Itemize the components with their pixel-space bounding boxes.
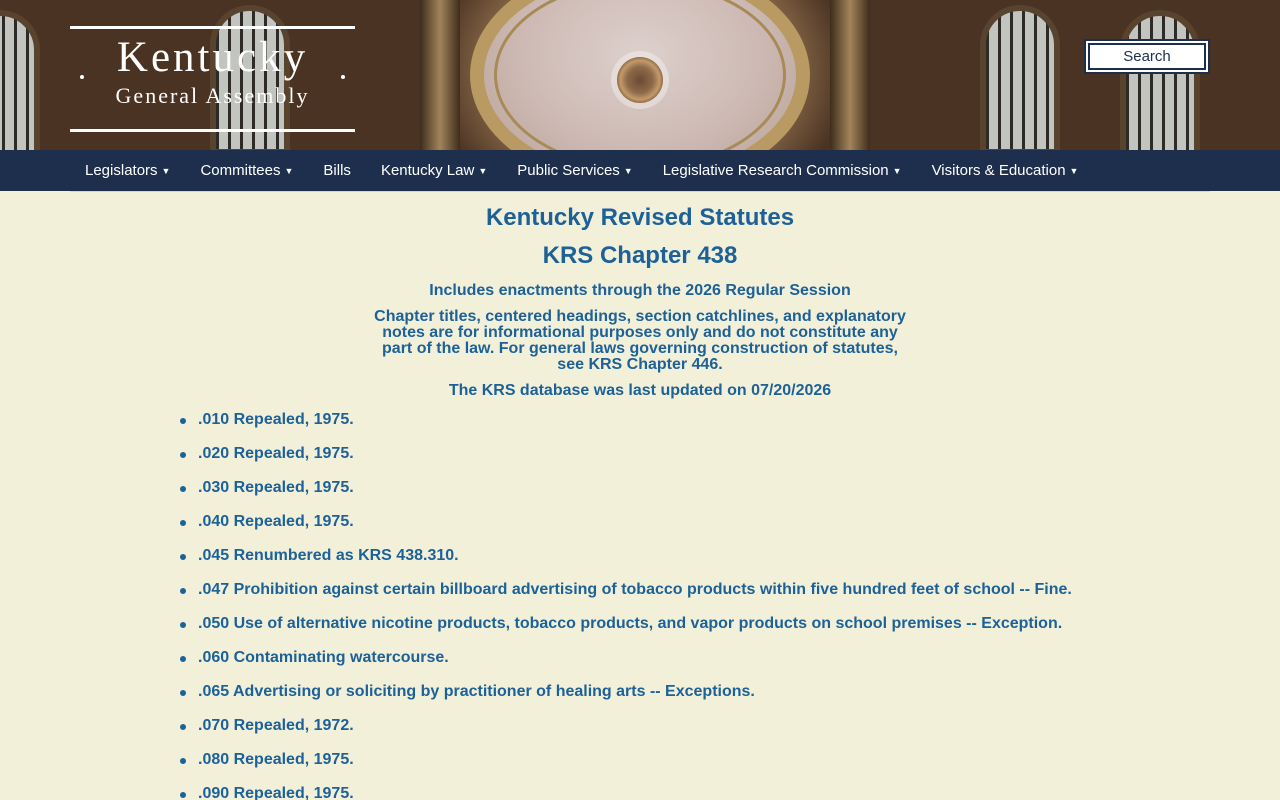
bullet-icon	[180, 418, 186, 424]
bullet-icon	[180, 622, 186, 628]
nav-item-public-services[interactable]	[517, 162, 632, 179]
column	[420, 0, 460, 150]
list-item	[180, 411, 1280, 445]
section-link[interactable]: .040 Repealed, 1975.	[198, 513, 354, 530]
nav-item-label: Bills	[323, 162, 351, 179]
list-item	[180, 683, 1280, 717]
nav-item-label: Public Services	[517, 162, 620, 179]
nav-item-visitors-education[interactable]	[932, 162, 1079, 179]
list-item	[180, 615, 1280, 649]
bullet-icon	[180, 724, 186, 730]
bullet-icon	[180, 486, 186, 492]
nav-divider	[70, 191, 1210, 192]
nav-item-label: Legislative Research Commission	[662, 162, 889, 179]
disclaimer-note: Chapter titles, centered headings, section catchlines, and explanatory notes are for informational purposes only and do not constitute any part of the law. For general laws governing construction of statutes, see KRS Chapter 446.	[374, 308, 906, 373]
nav-item-label: Committees	[200, 162, 281, 179]
list-item	[180, 751, 1280, 785]
stained-glass-window	[0, 10, 40, 150]
section-link[interactable]: .060 Contaminating watercourse.	[198, 649, 449, 666]
main-nav	[0, 150, 1280, 191]
section-link[interactable]: .050 Use of alternative nicotine products, tobacco products, and vapor products on school premises -- Exception.	[198, 615, 1063, 632]
section-link[interactable]: .045 Renumbered as KRS 438.310.	[198, 547, 459, 564]
bullet-icon	[180, 520, 186, 526]
section-link[interactable]: .020 Repealed, 1975.	[198, 445, 354, 462]
caret-down-icon: ▼	[892, 165, 902, 176]
list-item	[180, 445, 1280, 479]
last-updated: The KRS database was last updated on 07/20/2026	[448, 382, 832, 399]
main-content	[0, 204, 1280, 800]
nav-item-legislators[interactable]	[85, 162, 170, 179]
section-link[interactable]: .065 Advertising or soliciting by practitioner of healing arts -- Exceptions.	[198, 683, 755, 700]
caret-down-icon: ▼	[161, 165, 171, 176]
caret-down-icon: ▼	[623, 165, 633, 176]
bullet-icon	[180, 554, 186, 560]
nav-item-committees[interactable]	[200, 162, 293, 179]
search-button[interactable]: Search	[1084, 39, 1210, 74]
nav-item-label: Visitors & Education	[931, 162, 1066, 179]
list-item	[180, 649, 1280, 683]
bullet-icon	[180, 758, 186, 764]
logo-subtitle: General Assembly	[115, 83, 310, 108]
section-list	[0, 411, 1280, 800]
bullet-icon	[180, 588, 186, 594]
bullet-icon	[180, 656, 186, 662]
caret-down-icon: ▼	[478, 165, 488, 176]
nav-item-legislative-research-commission[interactable]	[663, 162, 902, 179]
site-logo[interactable]	[70, 26, 355, 132]
section-link[interactable]: .030 Repealed, 1975.	[198, 479, 354, 496]
logo-dot	[80, 75, 84, 79]
section-link[interactable]: .090 Repealed, 1975.	[198, 785, 354, 800]
list-item	[180, 479, 1280, 513]
bullet-icon	[180, 690, 186, 696]
section-link[interactable]: .010 Repealed, 1975.	[198, 411, 354, 428]
nav-item-label: Legislators	[85, 162, 158, 179]
nav-item-bills[interactable]	[323, 162, 351, 179]
section-link[interactable]: .080 Repealed, 1975.	[198, 751, 354, 768]
list-item	[180, 785, 1280, 800]
section-link[interactable]: .047 Prohibition against certain billboard advertising of tobacco products within five hundred feet of school -- Fine.	[198, 581, 1072, 598]
list-item	[180, 513, 1280, 547]
column	[830, 0, 870, 150]
nav-item-kentucky-law[interactable]	[381, 162, 487, 179]
bullet-icon	[180, 792, 186, 798]
list-item	[180, 581, 1280, 615]
stained-glass-window	[1120, 10, 1200, 150]
list-item	[180, 547, 1280, 581]
logo-title: Kentucky	[116, 34, 309, 81]
page-title: Kentucky Revised Statutes	[485, 204, 795, 231]
list-item	[180, 717, 1280, 751]
caret-down-icon: ▼	[1069, 165, 1079, 176]
chapter-title: KRS Chapter 438	[542, 242, 738, 269]
bullet-icon	[180, 452, 186, 458]
logo-dot	[341, 75, 345, 79]
dome-rosette	[617, 57, 663, 103]
stained-glass-window	[980, 5, 1060, 150]
nav-item-label: Kentucky Law	[380, 162, 475, 179]
caret-down-icon: ▼	[284, 165, 294, 176]
enactments-note: Includes enactments through the 2026 Regular Session	[429, 282, 851, 299]
section-link[interactable]: .070 Repealed, 1972.	[198, 717, 354, 734]
header-banner	[0, 0, 1280, 150]
